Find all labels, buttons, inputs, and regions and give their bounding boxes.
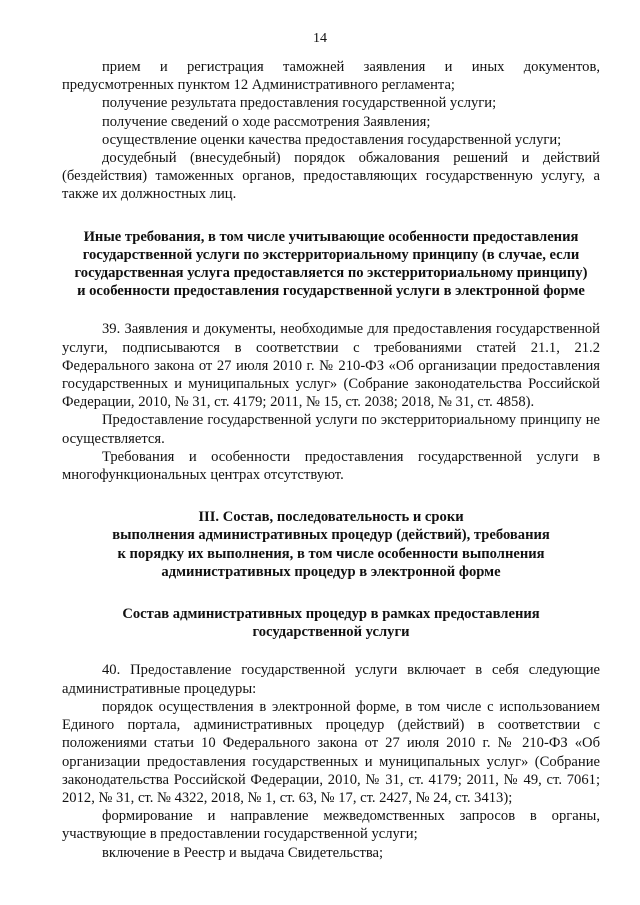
- paragraph: получение результата предоставления государственной услуги;: [102, 95, 497, 112]
- paragraph: досудебный (внесудебный) порядок обжалования решений и действий (бездействия) таможенных органов, предоставляющих государственную услугу, а также их должностных лиц.: [62, 150, 600, 203]
- paragraph: получение сведений о ходе рассмотрения Заявления;: [102, 113, 431, 130]
- paragraph: Предоставление государственной услуги по экстерриториальному принципу не осуществляется.: [62, 412, 600, 447]
- chapter-heading-iii: [62, 508, 600, 581]
- document-body: [62, 58, 600, 862]
- paragraph: порядок осуществления в электронной форме, в том числе с использованием Единого портала, административных процедур (действий) в соответствии с положениями статьи 10 Федерального закона от 27 июля 2010 г. № 210-ФЗ «Об организации предоставления государственных и муниципальных услуг» (Собрание законодательства Российской Федерации, 2010, № 31, ст. 4179; 2011, № 49, ст. 7061; 2012, № 31, ст. № 4322, 2018, № 1, ст. 63, № 17, ст. 2427, № 24, ст. 3413);: [62, 698, 600, 806]
- section-heading-procedures: [62, 605, 600, 641]
- paragraph: осуществление оценки качества предоставления государственной услуги;: [102, 131, 562, 148]
- paragraph: формирование и направление межведомственных запросов в органы, участвующие в предоставлении государственной услуги;: [62, 808, 600, 843]
- paragraph: 40. Предоставление государственной услуги включает в себя следующие административные процедуры:: [62, 662, 600, 697]
- paragraph: Требования и особенности предоставления государственной услуги в многофункциональных центрах отсутствуют.: [62, 448, 600, 484]
- heading-line: государственная услуга предоставляется по экстерриториальному принципу): [74, 265, 588, 282]
- page-number: 14: [313, 31, 327, 46]
- heading-line: III. Состав, последовательность и сроки: [198, 509, 464, 526]
- heading-line: административных процедур в электронной форме: [161, 563, 501, 580]
- section-heading-other-requirements: [62, 228, 600, 301]
- heading-line: и особенности предоставления государственной услуги в электронной форме: [77, 283, 585, 300]
- paragraph: включение в Реестр и выдача Свидетельства;: [102, 844, 384, 861]
- paragraph: 39. Заявления и документы, необходимые для предоставления государственной услуги, подписываются в соответствии с требованиями статей 21.1, 21.2 Федерального закона от 27 июля 2010 г. № 210-ФЗ «Об организации предоставления государственных и муниципальных услуг» (Собрание законодательства Российской Федерации, 2010, № 31, ст. 4179; 2011, № 15, ст. 2038; 2018, № 31, ст. 4858).: [62, 321, 600, 411]
- heading-line: государственной услуги по экстерриториальному принципу (в случае, если: [82, 246, 580, 263]
- heading-line: Состав административных процедур в рамках предоставления: [122, 606, 540, 623]
- heading-line: Иные требования, в том числе учитывающие особенности предоставления: [83, 228, 579, 245]
- heading-line: государственной услуги: [252, 624, 410, 641]
- heading-line: к порядку их выполнения, в том числе особенности выполнения: [117, 545, 545, 562]
- paragraph: прием и регистрация таможней заявления и иных документов, предусмотренных пунктом 12 Административного регламента;: [62, 59, 600, 94]
- heading-line: выполнения административных процедур (действий), требования: [112, 527, 550, 544]
